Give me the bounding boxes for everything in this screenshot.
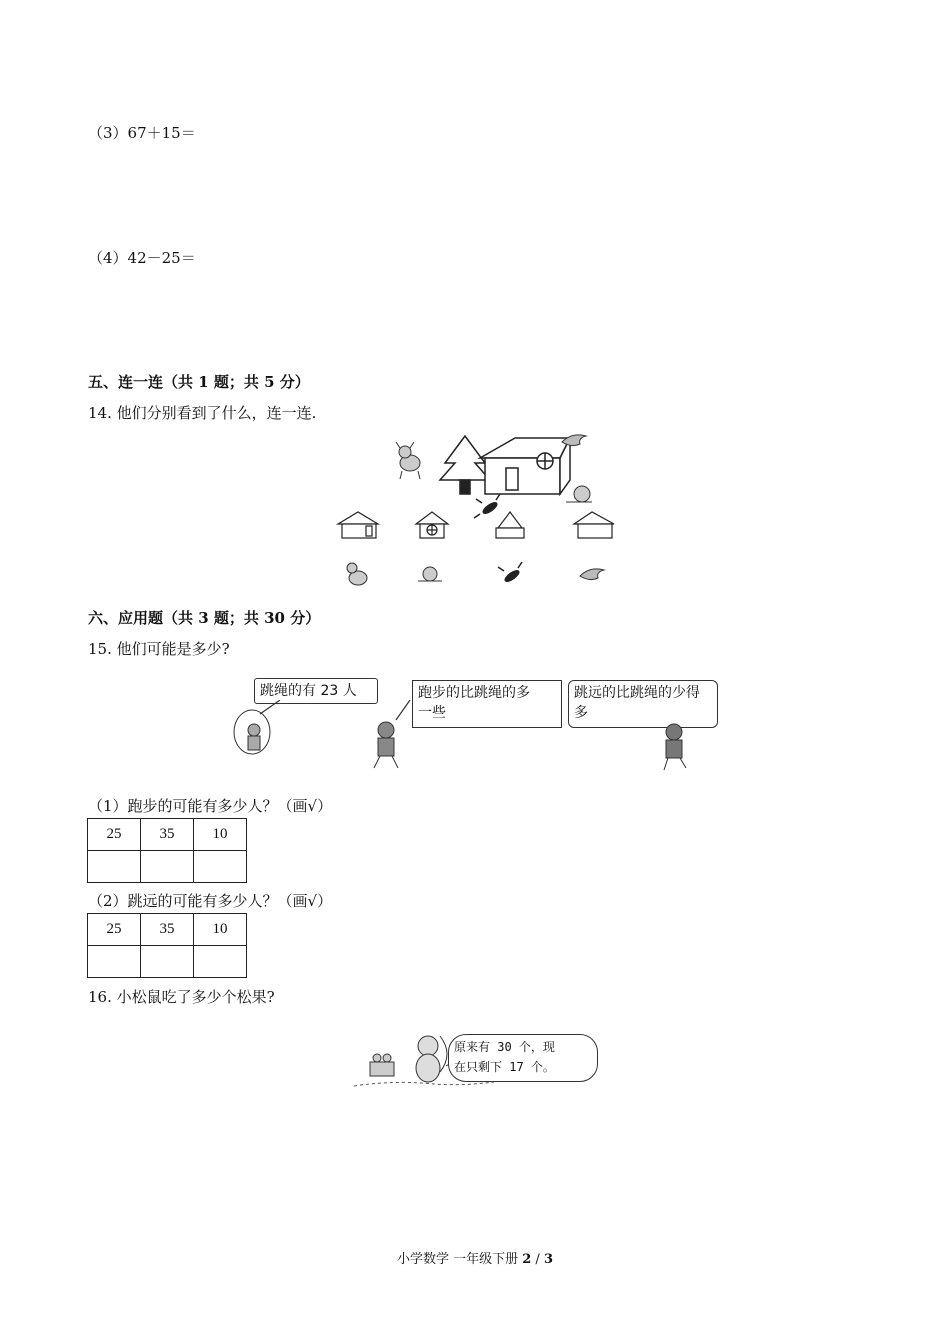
section-6-heading: 六、应用题（共 3 题；共 30 分） [88, 609, 321, 627]
answer-table-long-jump [87, 913, 247, 978]
long-jump-child-icon [664, 724, 686, 770]
squirrel-speech-bubble: 原来有 30 个，现 在只剩下 17 个。 [448, 1034, 598, 1082]
running-child-icon [374, 722, 398, 768]
problem-3: （3）67＋15＝ [88, 124, 196, 142]
table-cell: 25 [88, 914, 141, 946]
table-cell: 35 [141, 914, 194, 946]
dog-small-icon [347, 563, 367, 585]
view-tree-house-icon [496, 512, 524, 538]
bird-small-icon [580, 569, 604, 580]
insect-icon [474, 494, 500, 518]
section-5-heading: 五、连一连（共 1 题；共 5 分） [88, 373, 310, 391]
speech-bubble-running: 跑步的比跳绳的多 一些 [412, 680, 562, 728]
squirrel-icon [416, 1036, 447, 1082]
answer-cell[interactable] [88, 946, 141, 978]
sub-question-2: （2）跳远的可能有多少人？（画√） [88, 892, 333, 910]
children-illustration [220, 700, 720, 776]
sub-question-1: （1）跑步的可能有多少人？（画√） [88, 797, 333, 815]
view-house-door-icon [338, 512, 378, 538]
question-14: 14. 他们分别看到了什么，连一连. [88, 404, 317, 422]
snail-small-icon [418, 567, 442, 581]
matching-illustration [330, 428, 630, 598]
snail-icon [566, 486, 592, 502]
problem-4: （4）42－25＝ [88, 249, 196, 267]
table-cell: 35 [141, 819, 194, 851]
bird-icon [562, 435, 586, 446]
table-cell: 25 [88, 819, 141, 851]
question-16: 16. 小松鼠吃了多少个松果? [88, 988, 275, 1006]
table-cell: 10 [194, 819, 247, 851]
answer-cell[interactable] [194, 946, 247, 978]
answer-cell[interactable] [141, 946, 194, 978]
view-house-plain-icon [574, 512, 614, 538]
question-15: 15. 他们可能是多少? [88, 640, 230, 658]
table-cell: 10 [194, 914, 247, 946]
tree-icon [440, 436, 490, 494]
view-house-window-icon [416, 512, 448, 538]
answer-cell[interactable] [194, 851, 247, 883]
answer-table-running [87, 818, 247, 883]
answer-cell[interactable] [88, 851, 141, 883]
insect-small-icon [498, 562, 522, 583]
dog-icon [396, 442, 420, 479]
big-house-icon [480, 438, 570, 494]
pine-cone-basket-icon [370, 1054, 394, 1076]
speech-bubble-jump-rope: 跳绳的有 23 人 [254, 678, 378, 704]
answer-cell[interactable] [141, 851, 194, 883]
page-footer: 小学数学 一年级下册 2 / 3 [396, 1252, 553, 1267]
jump-rope-child-icon [234, 710, 270, 754]
speech-bubble-long-jump: 跳远的比跳绳的少得 多 [568, 680, 718, 728]
